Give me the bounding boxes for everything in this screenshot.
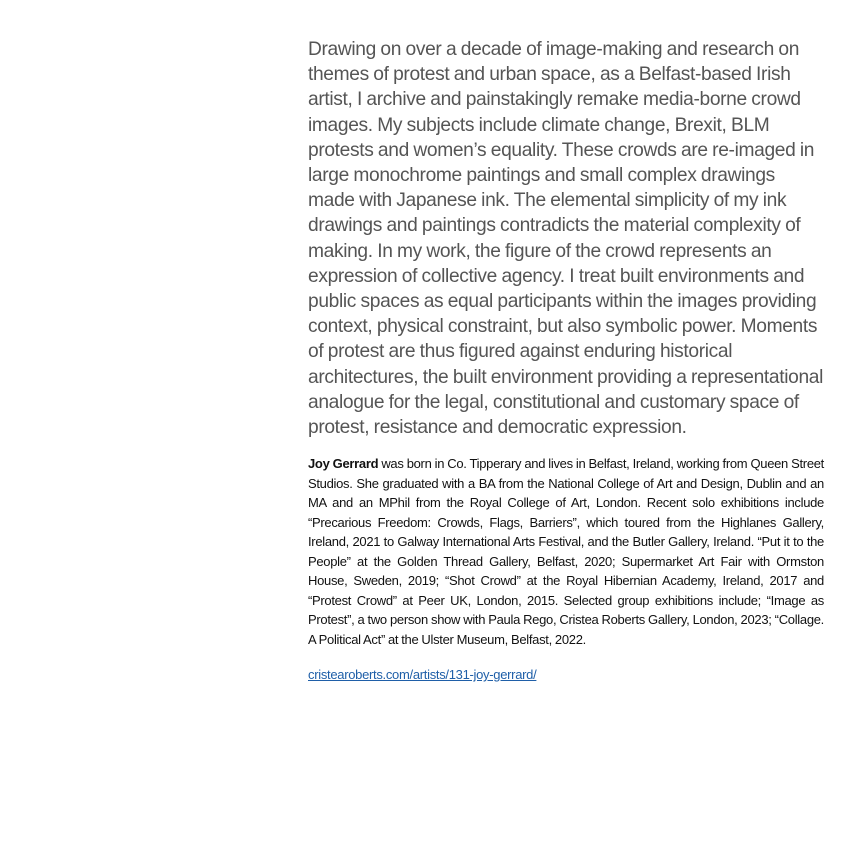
content-column <box>308 37 824 683</box>
artist-page-link[interactable]: cristearoberts.com/artists/131-joy-gerrard/ <box>308 667 537 683</box>
artist-biography <box>308 454 824 649</box>
artist-statement: Drawing on over a decade of image-making and research on themes of protest and urban space, as a Belfast-based Irish artist, I archive and painstakingly remake media-borne crowd images. My subjects include climate change, Brexit, BLM protests and women’s equality. These crowds are re-imaged in large monochrome paintings and small complex drawings made with Japanese ink. The elemental simplicity of my ink drawings and paintings contradicts the material complexity of making. In my work, the figure of the crowd represents an expression of collective agency. I treat built environments and public spaces as equal participants within the images providing context, physical constraint, but also symbolic power. Moments of protest are thus figured against enduring historical architectures, the built environment providing a representational analogue for the legal, constitutional and customary space of protest, resistance and democratic expression. <box>308 39 824 439</box>
biography-text: was born in Co. Tipperary and lives in Belfast, Ireland, working from Queen Street Studios. She graduated with a BA from the National College of Art and Design, Dublin and an MA and an MPhil from the Royal College of Art, London. Recent solo exhibitions include “Precarious Freedom: Crowds, Flags, Barriers”, which toured from the Highlanes Gallery, Ireland, 2021 to Galway International Arts Festival, and the Butler Gallery, Ireland. “Put it to the People” at the Golden Thread Gallery, Belfast, 2020; Supermarket Art Fair with Ormston House, Sweden, 2019; “Shot Crowd” at the Royal Hibernian Academy, Ireland, 2017 and “Protest Crowd” at Peer UK, London, 2015. Selected group exhibitions include; “Image as Protest”, a two person show with Paula Rego, Cristea Roberts Gallery, London, 2023; “Collage. A Political Act” at the Ulster Museum, Belfast, 2022. <box>308 456 824 647</box>
artist-name: Joy Gerrard <box>308 456 379 472</box>
